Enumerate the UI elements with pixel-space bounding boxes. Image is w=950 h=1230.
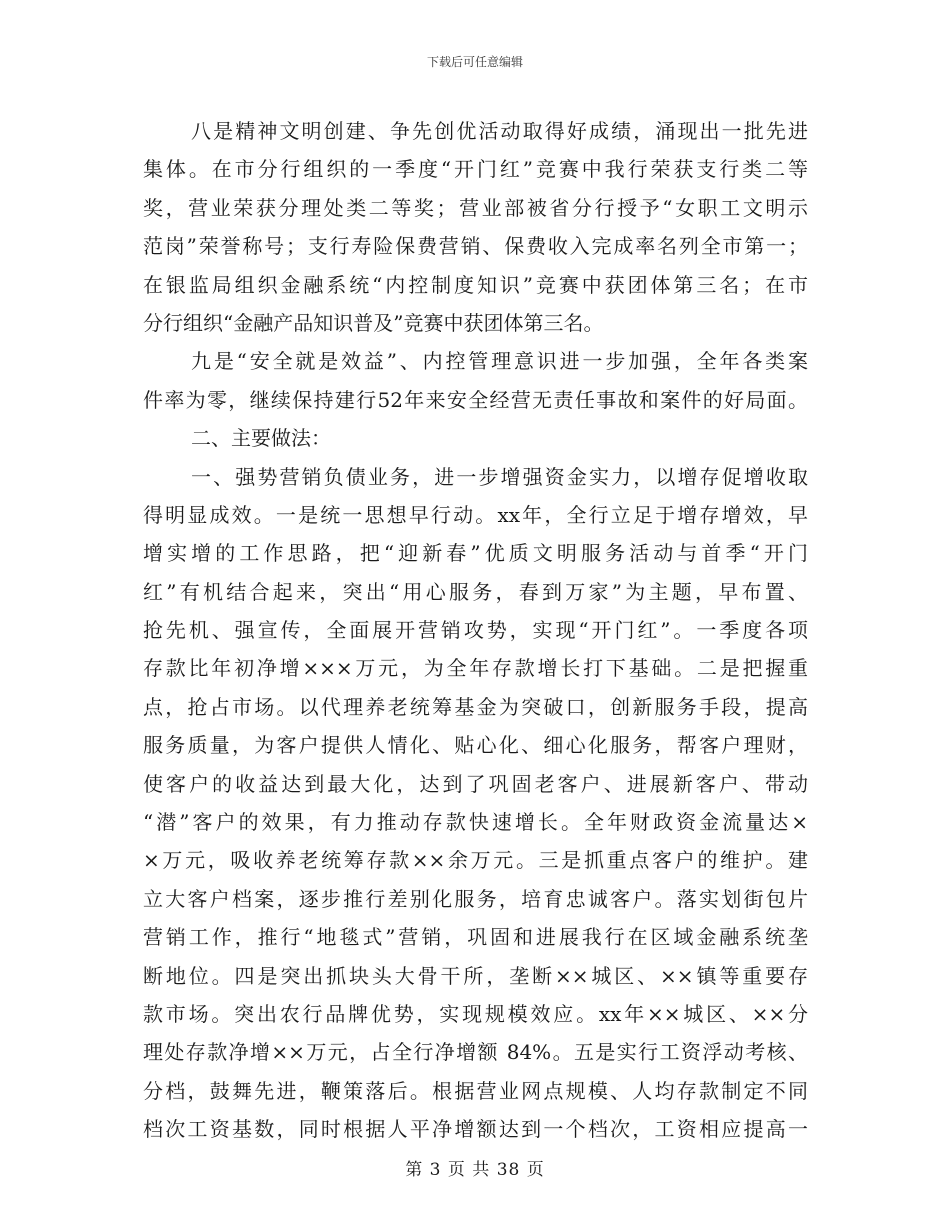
text-line: 九是“安全就是效益”、内控管理意识进一步加强，全年各类案 (191, 349, 808, 374)
text-line: 抢先机、强宣传，全面展开营销攻势，实现“开门红”。一季度各项 (143, 618, 808, 643)
text-line: 奖，营业荣获分理处类二等奖；营业部被省分行授予“女职工文明示 (143, 195, 808, 220)
text-line: “潜”客户的效果，有力推动存款快速增长。全年财政资金流量达× (143, 810, 808, 835)
text-line: 在银监局组织金融系统“内控制度知识”竞赛中获团体第三名；在市 (143, 272, 808, 297)
text-line: 集体。在市分行组织的一季度“开门红”竞赛中我行荣获支行类二等 (143, 157, 808, 182)
text-line: 立大客户档案，逐步推行差别化服务，培育忠诚客户。落实划街包片 (143, 886, 808, 911)
text-line: 使客户的收益达到最大化，达到了巩固老客户、进展新客户、带动 (143, 771, 808, 796)
text-line: 档次工资基数，同时根据人平净增额达到一个档次，工资相应提高一 (143, 1117, 808, 1142)
text-line: 得明显成效。一是统一思想早行动。xx年，全行立足于增存增效，早 (143, 502, 808, 527)
text-line: 件率为零，继续保持建行52年来安全经营无责任事故和案件的好局面。 (143, 387, 808, 412)
text-line: 增实增的工作思路，把“迎新春”优质文明服务活动与首季“开门 (143, 541, 808, 566)
document-body (143, 112, 808, 1149)
text-line: 营销工作，推行“地毯式”营销，巩固和进展我行在区域金融系统垄 (143, 925, 808, 950)
text-line: 范岗”荣誉称号；支行寿险保费营销、保费收入完成率名列全市第一； (143, 234, 808, 259)
page-header: 下载后可任意编辑 (426, 55, 523, 69)
text-line: 断地位。四是突出抓块头大骨干所，垄断××城区、××镇等重要存 (143, 963, 808, 988)
text-line: ×万元，吸收养老统筹存款××余万元。三是抓重点客户的维护。建 (143, 848, 808, 873)
text-line: 点，抢占市场。以代理养老统筹基金为突破口，创新服务手段，提高 (143, 694, 808, 719)
text-line: 分档，鼓舞先进，鞭策落后。根据营业网点规模、人均存款制定不同 (143, 1078, 808, 1103)
text-line: 理处存款净增××万元，占全行净增额 84%。五是实行工资浮动考核、 (143, 1040, 808, 1065)
text-line: 款市场。突出农行品牌优势，实现规模效应。xx年××城区、××分 (143, 1001, 808, 1026)
text-line: 二、主要做法： (191, 426, 331, 451)
text-line: 红”有机结合起来，突出“用心服务，春到万家”为主题，早布置、 (143, 579, 808, 604)
text-line: 一、强势营销负债业务，进一步增强资金实力，以增存促增收取 (191, 464, 808, 489)
text-line: 存款比年初净增×××万元，为全年存款增长打下基础。二是把握重 (143, 656, 808, 681)
text-line: 分行组织“金融产品知识普及”竞赛中获团体第三名。 (143, 310, 604, 335)
text-line: 八是精神文明创建、争先创优活动取得好成绩，涌现出一批先进 (191, 119, 808, 143)
text-line: 服务质量，为客户提供人情化、贴心化、细心化服务，帮客户理财， (143, 733, 808, 758)
page-number: 第 3 页 共 38 页 (405, 1160, 545, 1180)
